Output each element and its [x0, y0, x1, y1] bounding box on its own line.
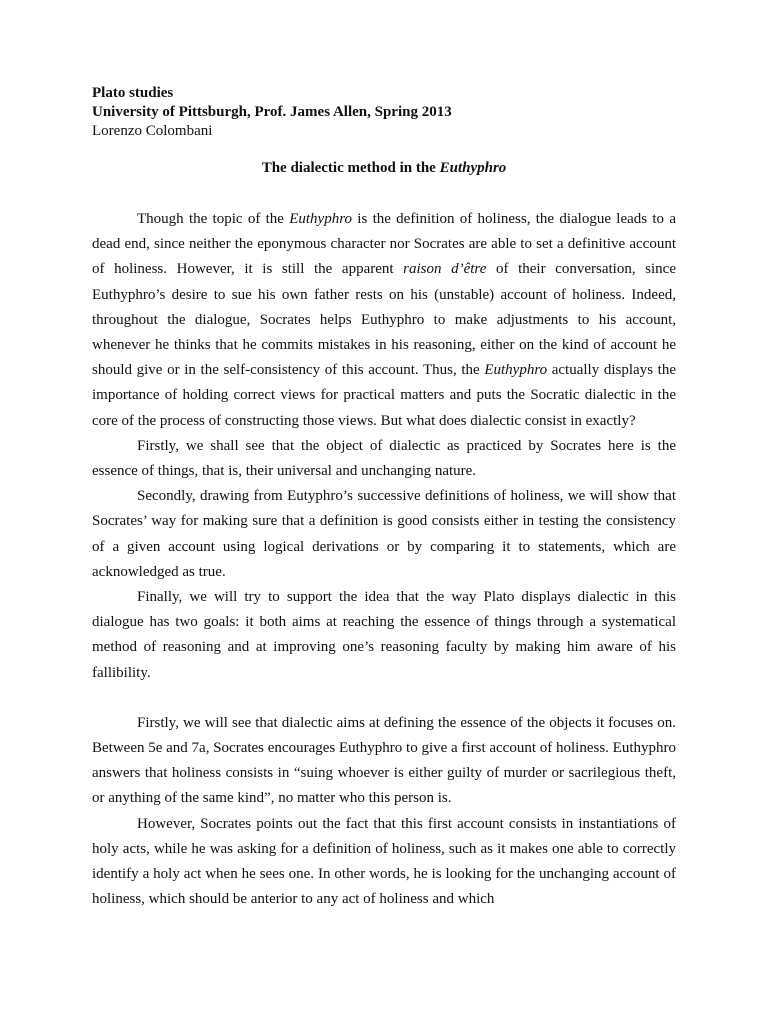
- author-name: Lorenzo Colombani: [92, 123, 213, 139]
- essay-title-emphasis: Euthyphro: [439, 160, 507, 176]
- paragraph-text: Secondly, drawing from Eutyphro’s successive definitions of holiness, we will show that Socrates’ way for making sure that a definition is good consists either in testing the consistency of a given account using logical derivations or by comparing it to statements, which are acknowledged as true.: [92, 488, 676, 580]
- italic-term: Euthyphro: [289, 211, 352, 227]
- body-paragraph: [92, 484, 676, 585]
- paragraph-text: actually displays the importance of holding correct views for practical matters and puts the Socratic dialectic in the core of the process of constructing those views. But what does dialectic consist in exactly?: [92, 362, 676, 429]
- italic-term: Euthyphro: [484, 362, 548, 379]
- section-break: [92, 686, 676, 711]
- paragraph-text: is the definition of holiness, the dialogue leads to a dead end, since neither the eponymous character nor Socrates are able to set a definitive account of holiness. However, it is still the apparent: [92, 211, 676, 278]
- paragraph-text: Finally, we will try to support the idea that the way Plato displays dialectic in this dialogue has two goals: it both aims at reaching the essence of things through a systematical method of reasoning and at improving one’s reasoning faculty by making him aware of his fallibility.: [92, 589, 676, 681]
- paragraph-text: Firstly, we will see that dialectic aims at defining the essence of the objects it focuses on. Between 5e and 7a, Socrates encourages Euthyphro to give a first account of holiness. Euthyphro answers that holiness consists in “suing whoever is either guilty of murder or sacrilegious theft, or anything of the same kind”, no matter who this person is.: [92, 714, 676, 807]
- italic-term: raison d’être: [403, 261, 487, 278]
- institution-line: University of Pittsburgh, Prof. James Allen, Spring 2013: [92, 104, 452, 120]
- document-page: [92, 84, 676, 912]
- body-paragraph: [92, 434, 676, 484]
- essay-title: [92, 159, 676, 178]
- essay-body: [92, 207, 676, 912]
- body-paragraph: [92, 207, 676, 434]
- body-paragraph: [92, 711, 676, 812]
- paragraph-text: However, Socrates points out the fact that this first account consists in instantiations of holy acts, while he was asking for a definition of holiness, such as it makes one able to correctly identify a holy act when he sees one. In other words, he is looking for the unchanging account of holiness, which should be anterior to any act of holiness and which: [92, 815, 676, 908]
- paragraph-text: of their conversation, since Euthyphro’s desire to sue his own father rests on his (unstable) account of holiness. Indeed, throughout the dialogue, Socrates helps Euthyphro to make adjustments to his account, whenever he thinks that he commits mistakes in his reasoning, either on the kind of account he should give or in the self-consistency of this account. Thus, the: [92, 261, 676, 379]
- essay-title-prefix: The dialectic method in the: [261, 160, 440, 176]
- paragraph-text: Firstly, we shall see that the object of dialectic as practiced by Socrates here is the essence of things, that is, their universal and unchanging nature.: [92, 437, 676, 480]
- paragraph-text: Though the topic of the: [137, 211, 290, 227]
- course-name: Plato studies: [92, 85, 174, 101]
- body-paragraph: [92, 585, 676, 686]
- body-paragraph: [92, 812, 676, 913]
